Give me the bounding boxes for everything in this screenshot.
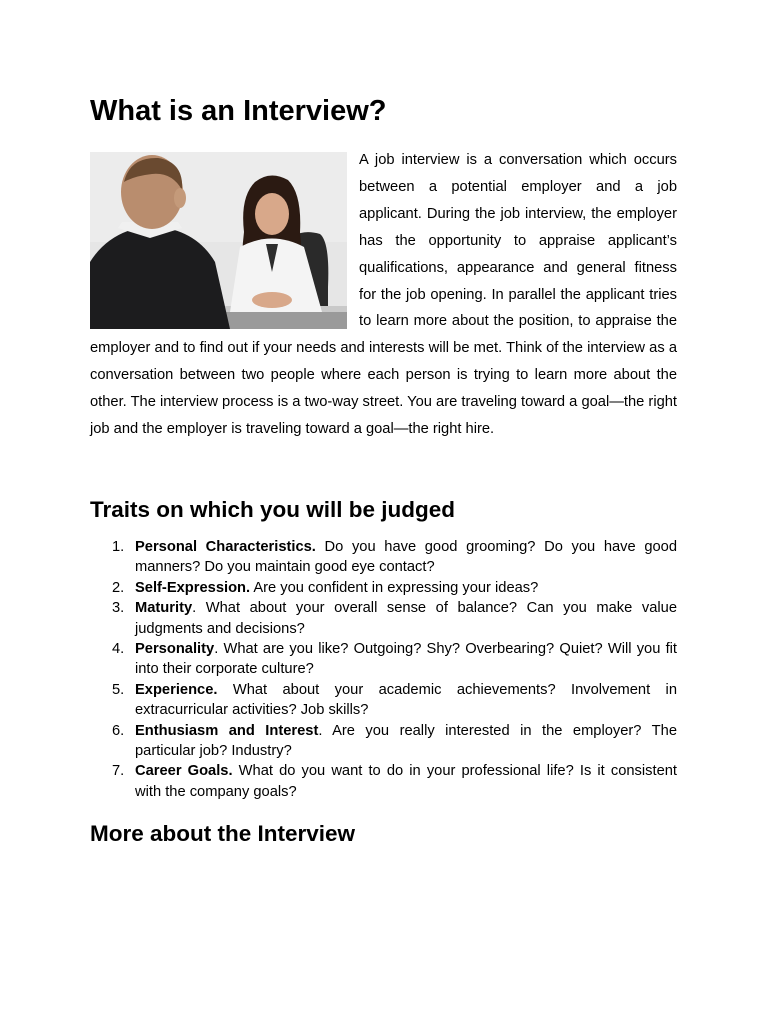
page-title: What is an Interview? xyxy=(90,95,387,127)
trait-text: . Are you really interested in the employer? The particular job? Industry? xyxy=(135,722,677,760)
trait-text: What about your academic achievements? Involvement in extracurricular activities? Job skills? xyxy=(135,681,677,719)
list-item: 4. Personality. What are you like? Outgoing? Shy? Overbearing? Quiet? Will you fit into their corporate culture? xyxy=(112,641,677,678)
trait-term: Experience. xyxy=(135,681,218,698)
intro-section xyxy=(90,147,677,443)
trait-term: Self-Expression. xyxy=(135,579,251,596)
trait-text: Do you have good grooming? Do you have good manners? Do you maintain good eye contact? xyxy=(135,539,677,576)
traits-list xyxy=(90,537,677,802)
list-item: 3. Maturity. What about your overall sense of balance? Can you make value judgments and decisions? xyxy=(112,600,677,637)
trait-term: Career Goals. xyxy=(135,763,233,780)
intro-paragraph: A job interview is a conversation which occurs between a potential employer and a job applicant. During the job interview, the employer has the opportunity to appraise applicant’s qualifications, appearance and general fitness for the job opening. In parallel the applicant tries to learn more about the position, to appraise the employer and to find out if your needs and interests will be met. Think of the interview as a conversation between two people where each person is trying to learn more about the other. The interview process is a two-way street. You are traveling toward a goal—the right job and the employer is traveling toward a goal—the right hire. xyxy=(90,152,677,438)
list-item: 5. Experience. What about your academic achievements? Involvement in extracurricular activities? Job skills? xyxy=(112,681,677,719)
trait-text: Are you confident in expressing your ideas? xyxy=(250,579,539,596)
trait-text: What do you want to do in your professional life? Is it consistent with the company goals? xyxy=(135,763,677,800)
list-item: 1. Personal Characteristics. Do you have good grooming? Do you have good manners? Do you maintain good eye contact? xyxy=(112,539,677,576)
trait-term: Maturity xyxy=(135,600,193,617)
interview-photo xyxy=(90,152,347,329)
list-item: 2. Self-Expression. Are you confident in expressing your ideas? xyxy=(112,579,539,596)
trait-term: Personal Characteristics. xyxy=(135,539,316,555)
trait-term: Enthusiasm and Interest xyxy=(135,722,319,739)
more-heading: More about the Interview xyxy=(90,821,356,846)
list-item: 6. Enthusiasm and Interest. Are you really interested in the employer? The particular job? Industry? xyxy=(112,722,677,760)
trait-text: . What about your overall sense of balance? Can you make value judgments and decisions? xyxy=(135,600,677,637)
trait-term: Personality xyxy=(135,641,215,658)
trait-text: . What are you like? Outgoing? Shy? Overbearing? Quiet? Will you fit into their corporate culture? xyxy=(135,641,677,678)
traits-heading: Traits on which you will be judged xyxy=(90,497,456,522)
list-item: 7. Career Goals. What do you want to do in your professional life? Is it consistent with the company goals? xyxy=(112,763,677,800)
